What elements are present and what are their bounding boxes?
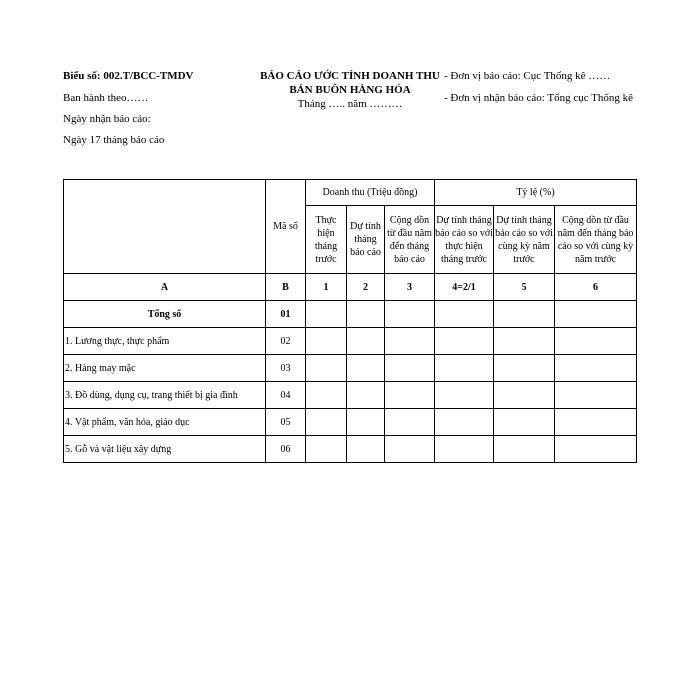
data-cell[interactable] bbox=[494, 436, 555, 463]
data-cell[interactable] bbox=[494, 382, 555, 409]
table-row bbox=[64, 409, 637, 436]
column-index-row bbox=[64, 274, 637, 301]
report-table bbox=[63, 179, 637, 463]
data-cell[interactable] bbox=[435, 436, 494, 463]
issued-by: Ban hành theo…… bbox=[63, 92, 149, 104]
reporting-unit: - Đơn vị báo cáo: Cục Thống kê …… bbox=[444, 70, 611, 82]
data-cell[interactable] bbox=[555, 355, 637, 382]
data-cell[interactable] bbox=[347, 301, 385, 328]
index-cell: 3 bbox=[385, 274, 435, 301]
header-code: Mã số bbox=[266, 180, 306, 274]
data-cell[interactable] bbox=[494, 301, 555, 328]
row-code: 06 bbox=[266, 436, 306, 463]
header-col-2: Dự tính tháng báo cáo bbox=[347, 206, 385, 274]
data-cell[interactable] bbox=[385, 382, 435, 409]
header-blank bbox=[64, 180, 266, 274]
data-cell[interactable] bbox=[435, 409, 494, 436]
header-ratio-group: Tỷ lệ (%) bbox=[435, 180, 637, 206]
data-cell[interactable] bbox=[385, 355, 435, 382]
row-label: 3. Đồ dùng, dụng cụ, trang thiết bị gia đình bbox=[64, 382, 266, 409]
index-cell: 2 bbox=[347, 274, 385, 301]
header-col-6: Cộng dồn từ đầu năm đến tháng báo cáo so với cùng kỳ năm trước bbox=[555, 206, 637, 274]
header-col-1: Thực hiện tháng trước bbox=[306, 206, 347, 274]
row-code: 05 bbox=[266, 409, 306, 436]
data-cell[interactable] bbox=[555, 301, 637, 328]
report-title-line2: BÁN BUÔN HÀNG HÓA bbox=[289, 84, 411, 96]
index-cell: 5 bbox=[494, 274, 555, 301]
data-cell[interactable] bbox=[435, 301, 494, 328]
data-cell[interactable] bbox=[555, 436, 637, 463]
data-cell[interactable] bbox=[306, 436, 347, 463]
data-cell[interactable] bbox=[347, 382, 385, 409]
row-code: 03 bbox=[266, 355, 306, 382]
table-row bbox=[64, 436, 637, 463]
index-cell: 4=2/1 bbox=[435, 274, 494, 301]
header-revenue-group: Doanh thu (Triệu đồng) bbox=[306, 180, 435, 206]
data-cell[interactable] bbox=[306, 301, 347, 328]
data-cell[interactable] bbox=[555, 409, 637, 436]
header-col-5: Dự tính tháng báo cáo so với cùng kỳ năm trước bbox=[494, 206, 555, 274]
header-col-4: Dự tính tháng báo cáo so với thực hiện tháng trước bbox=[435, 206, 494, 274]
row-code: 01 bbox=[266, 301, 306, 328]
received-date: Ngày nhận báo cáo: bbox=[63, 113, 151, 125]
index-cell: 1 bbox=[306, 274, 347, 301]
row-code: 02 bbox=[266, 328, 306, 355]
table-row bbox=[64, 328, 637, 355]
data-cell[interactable] bbox=[306, 382, 347, 409]
row-label: 2. Hàng may mặc bbox=[64, 355, 266, 382]
data-cell[interactable] bbox=[385, 301, 435, 328]
header-row-groups bbox=[64, 180, 637, 206]
data-cell[interactable] bbox=[435, 355, 494, 382]
row-label: 4. Vật phẩm, văn hóa, giáo dục bbox=[64, 409, 266, 436]
row-label: 1. Lương thực, thực phẩm bbox=[64, 328, 266, 355]
data-cell[interactable] bbox=[347, 436, 385, 463]
data-cell[interactable] bbox=[347, 355, 385, 382]
report-day: Ngày 17 tháng báo cáo bbox=[63, 134, 165, 146]
data-cell[interactable] bbox=[494, 355, 555, 382]
table-row bbox=[64, 355, 637, 382]
index-cell: A bbox=[64, 274, 266, 301]
table-row bbox=[64, 382, 637, 409]
row-code: 04 bbox=[266, 382, 306, 409]
data-cell[interactable] bbox=[555, 382, 637, 409]
data-cell[interactable] bbox=[385, 409, 435, 436]
header-col-3: Cộng dồn từ đầu năm đến tháng báo cáo bbox=[385, 206, 435, 274]
data-cell[interactable] bbox=[306, 409, 347, 436]
data-cell[interactable] bbox=[385, 328, 435, 355]
index-cell: 6 bbox=[555, 274, 637, 301]
data-cell[interactable] bbox=[555, 328, 637, 355]
table-row bbox=[64, 301, 637, 328]
index-cell: B bbox=[266, 274, 306, 301]
data-cell[interactable] bbox=[494, 328, 555, 355]
receiving-unit: - Đơn vị nhận báo cáo: Tổng cục Thống kê bbox=[444, 92, 634, 104]
data-cell[interactable] bbox=[347, 409, 385, 436]
data-cell[interactable] bbox=[306, 328, 347, 355]
data-cell[interactable] bbox=[385, 436, 435, 463]
data-cell[interactable] bbox=[435, 328, 494, 355]
data-cell[interactable] bbox=[306, 355, 347, 382]
data-cell[interactable] bbox=[435, 382, 494, 409]
report-title-line1: BÁO CÁO ƯỚC TÍNH DOANH THU bbox=[260, 70, 440, 82]
data-cell[interactable] bbox=[494, 409, 555, 436]
report-period: Tháng ….. năm ……… bbox=[297, 98, 403, 110]
data-cell[interactable] bbox=[347, 328, 385, 355]
row-label: 5. Gỗ và vật liệu xây dựng bbox=[64, 436, 266, 463]
form-code: Biểu số: 002.T/BCC-TMDV bbox=[63, 70, 194, 82]
row-label-total: Tổng số bbox=[64, 301, 266, 328]
